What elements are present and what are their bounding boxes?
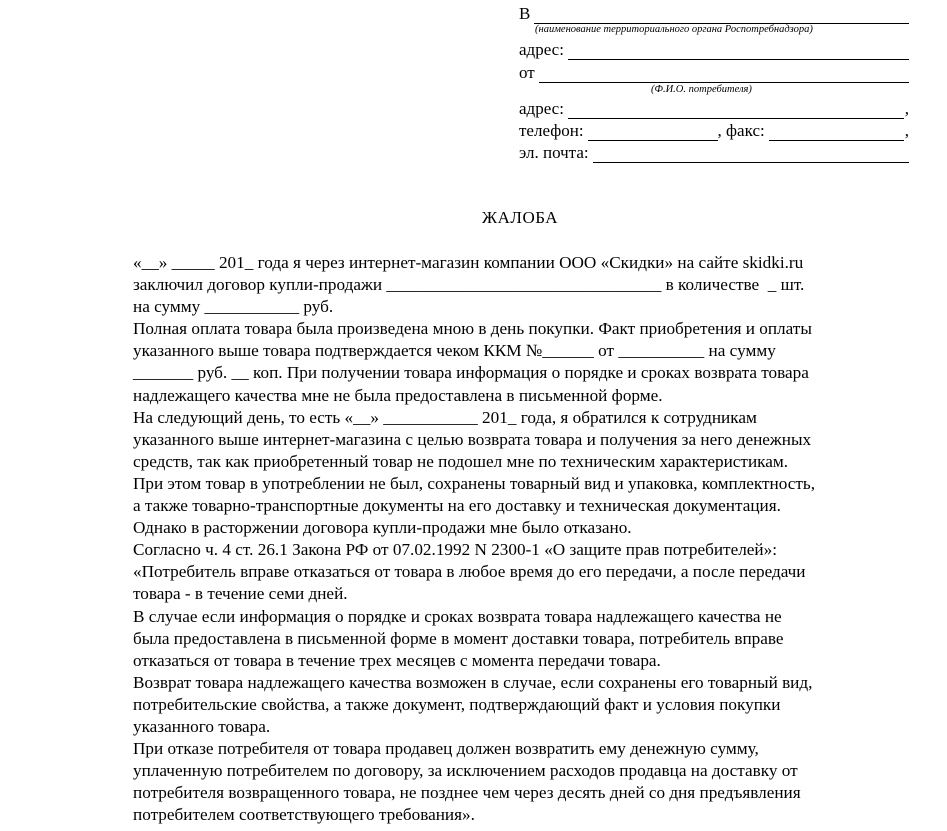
recipient-label: В bbox=[519, 4, 531, 23]
body-line: При отказе потребителя от товара продавец должен возвратить ему денежную сумму, bbox=[133, 739, 759, 759]
recipient-address-field[interactable] bbox=[568, 44, 909, 60]
body-line: отказаться от товара в течение трех месяцев с момента передачи товара. bbox=[133, 650, 661, 670]
body-line: товара - в течение семи дней. bbox=[133, 584, 348, 604]
body-line: указанного товара. bbox=[133, 716, 271, 736]
sender-address-field[interactable] bbox=[568, 103, 904, 119]
body-line: _______ руб. __ коп. При получении товара информация о порядке и сроках возврата товара bbox=[133, 363, 809, 383]
fax-field[interactable] bbox=[769, 125, 904, 141]
body-line: Согласно ч. 4 ст. 26.1 Закона РФ от 07.02.1992 N 2300-1 «О защите прав потребителей»: bbox=[133, 540, 777, 560]
contacts-row bbox=[519, 121, 909, 141]
recipient-field[interactable] bbox=[534, 8, 909, 24]
body-line: На следующий день, то есть «__» ___________ 201_ года, я обратился к сотрудникам bbox=[133, 407, 757, 427]
body-line: заключил договор купли-продажи ________________________________ в количестве _ шт. bbox=[133, 275, 805, 295]
body-line: а также товарно-транспортные документы на его доставку и техническая документация. bbox=[133, 496, 781, 516]
sender-row bbox=[519, 63, 909, 83]
address-label: адрес: bbox=[519, 99, 564, 118]
body-line: В случае если информация о порядке и сроках возврата товара надлежащего качества не bbox=[133, 606, 782, 626]
sender-name-field[interactable] bbox=[539, 67, 909, 83]
email-row bbox=[519, 143, 909, 163]
body-line: потребителем соответствующего требования». bbox=[133, 805, 475, 825]
sender-label: от bbox=[519, 63, 535, 82]
phone-field[interactable] bbox=[588, 125, 718, 141]
recipient-address-row bbox=[519, 40, 909, 60]
body-line: потребителя возвращенного товара, не позднее чем через десять дней со дня предъявления bbox=[133, 783, 801, 803]
recipient-row bbox=[519, 4, 909, 24]
complaint-body bbox=[133, 252, 908, 826]
body-line: Возврат товара надлежащего качества возможен в случае, если сохранены его товарный вид, bbox=[133, 672, 813, 692]
body-line: на сумму ___________ руб. bbox=[133, 297, 334, 317]
document-title: ЖАЛОБА bbox=[481, 208, 559, 227]
body-line: При этом товар в употреблении не был, сохранены товарный вид и упаковка, комплектность, bbox=[133, 473, 816, 493]
email-field[interactable] bbox=[593, 147, 909, 163]
body-line: уплаченную потребителем по договору, за исключением расходов продавца на доставку от bbox=[133, 761, 798, 781]
body-line: Полная оплата товара была произведена мною в день покупки. Факт приобретения и оплаты bbox=[133, 319, 812, 339]
body-line: указанного выше интернет-магазина с целью возврата товара и получения за него денежных bbox=[133, 429, 812, 449]
sender-address-row bbox=[519, 99, 909, 119]
comma: , bbox=[904, 99, 909, 118]
phone-label: телефон: bbox=[519, 121, 584, 140]
recipient-caption: (наименование территориального органа Роспотребнадзора) bbox=[535, 24, 813, 35]
body-line: надлежащего качества мне не была предоставлена в письменной форме. bbox=[133, 385, 663, 405]
body-line: потребительские свойства, а также документ, подтверждающий факт и условия покупки bbox=[133, 694, 781, 714]
body-line: указанного выше товара подтверждается чеком ККМ №______ от __________ на сумму bbox=[133, 341, 776, 361]
fax-label: , факс: bbox=[717, 121, 765, 140]
body-line: Однако в расторжении договора купли-продажи мне было отказано. bbox=[133, 518, 632, 538]
sender-caption: (Ф.И.О. потребителя) bbox=[651, 84, 752, 95]
body-line: средств, так как приобретенный товар не подошел мне по техническим характеристикам. bbox=[133, 451, 789, 471]
address-label: адрес: bbox=[519, 40, 564, 59]
body-line: «__» _____ 201_ года я через интернет-магазин компании ООО «Скидки» на сайте skidki.ru bbox=[133, 253, 804, 272]
body-line: была предоставлена в письменной форме в момент доставки товара, потребитель вправе bbox=[133, 628, 784, 648]
comma: , bbox=[904, 121, 909, 140]
email-label: эл. почта: bbox=[519, 143, 589, 162]
body-line: «Потребитель вправе отказаться от товара в любое время до его передачи, а после передачи bbox=[133, 562, 806, 582]
